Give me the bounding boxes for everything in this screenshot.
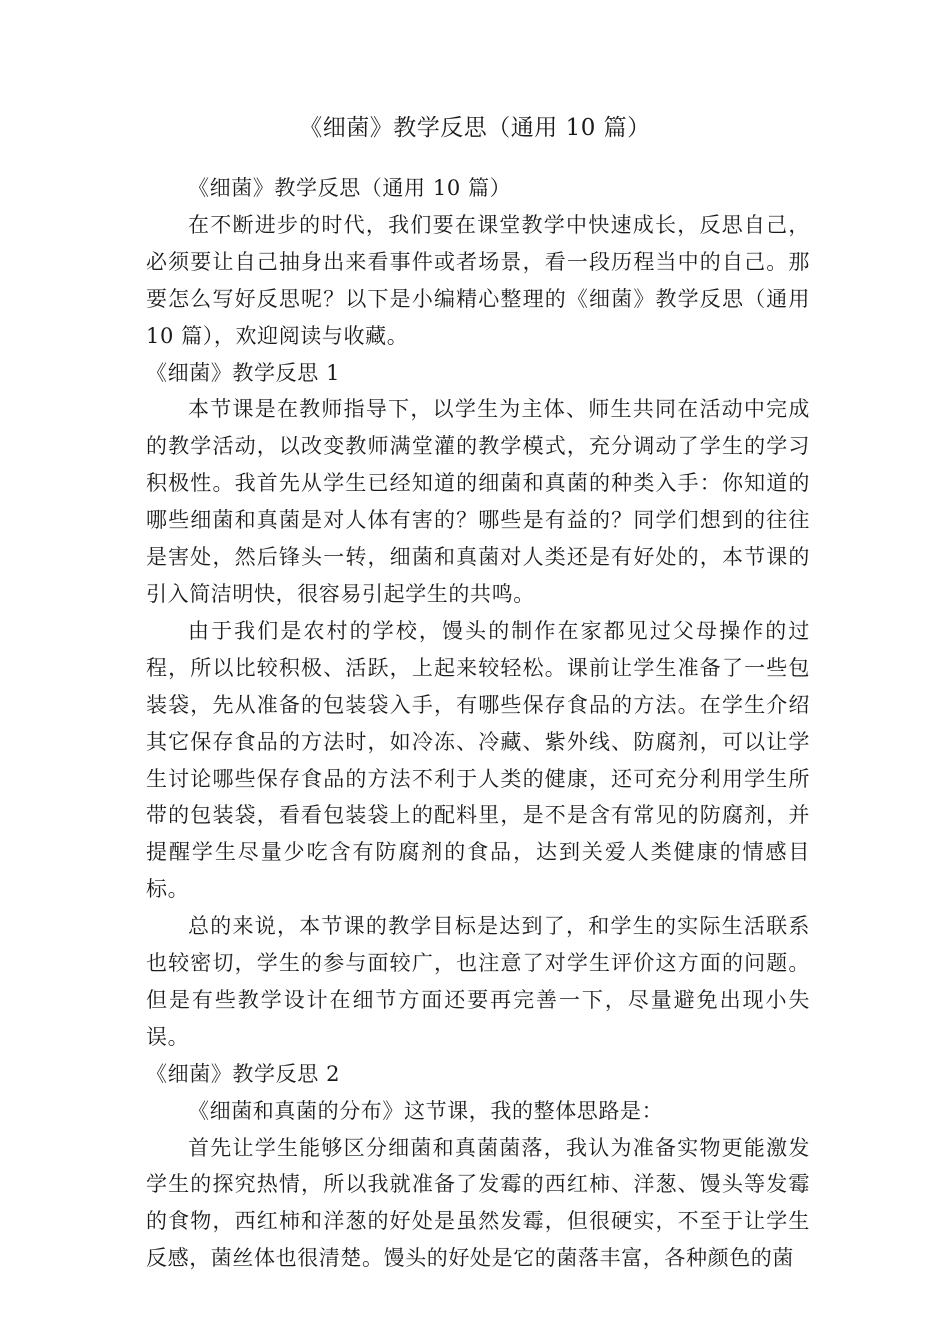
section-2-heading: 《细菌》教学反思 2 bbox=[146, 1061, 341, 1086]
section-1-paragraph-2: 由于我们是农村的学校，馒头的制作在家都见过父母操作的过程，所以比较积极、活跃，上起来较轻松。课前让学生准备了一些包装袋，先从准备的包装袋入手，有哪些保存食品的方法。在学生介绍其它保存食品的方法时，如冷冻、冷藏、紫外线、防腐剂，可以让学生讨论哪些保存食品的方法不利于人类的健康，还可充分利用学生所带的包装袋，看看包装袋上的配料里，是不是含有常见的防腐剂，并提醒学生尽量少吃含有防腐剂的食品，达到关爱人类健康的情感目标。 bbox=[146, 618, 810, 902]
document-title: 《细菌》教学反思（通用 10 篇） bbox=[299, 115, 651, 141]
section-1-paragraph-1: 本节课是在教师指导下，以学生为主体、师生共同在活动中完成的教学活动，以改变教师满堂灌的教学模式，充分调动了学生的学习积极性。我首先从学生已经知道的细菌和真菌的种类入手：你知道的哪些细菌和真菌是对人体有害的？哪些是有益的？同学们想到的往往是害处，然后锋头一转，细菌和真菌对人类还是有好处的，本节课的引入简洁明快，很容易引起学生的共鸣。 bbox=[146, 397, 810, 606]
document-subtitle: 《细菌》教学反思（通用 10 篇） bbox=[188, 176, 512, 200]
intro-paragraph: 在不断进步的时代，我们要在课堂教学中快速成长，反思自己，必须要让自己抽身出来看事件或者场景，看一段历程当中的自己。那要怎么写好反思呢？以下是小编精心整理的《细菌》教学反思（通用 10 篇），欢迎阅读与收藏。 bbox=[146, 212, 810, 348]
section-1-heading: 《细菌》教学反思 1 bbox=[146, 360, 341, 385]
section-1-paragraph-3: 总的来说，本节课的教学目标是达到了，和学生的实际生活联系也较密切，学生的参与面较广，也注意了对学生评价这方面的问题。但是有些教学设计在细节方面还要再完善一下，尽量避免出现小失误。 bbox=[146, 914, 810, 1049]
section-2-paragraph-1: 《细菌和真菌的分布》这节课，我的整体思路是： bbox=[188, 1098, 664, 1123]
document-body bbox=[146, 170, 810, 1277]
section-2-paragraph-2: 首先让学生能够区分细菌和真菌菌落，我认为准备实物更能激发学生的探究热情，所以我就准备了发霉的西红柿、洋葱、馒头等发霉的食物，西红柿和洋葱的好处是虽然发霉，但很硬实，不至于让学生反感，菌丝体也很清楚。馒头的好处是它的菌落丰富，各种颜色的菌 bbox=[146, 1135, 810, 1271]
